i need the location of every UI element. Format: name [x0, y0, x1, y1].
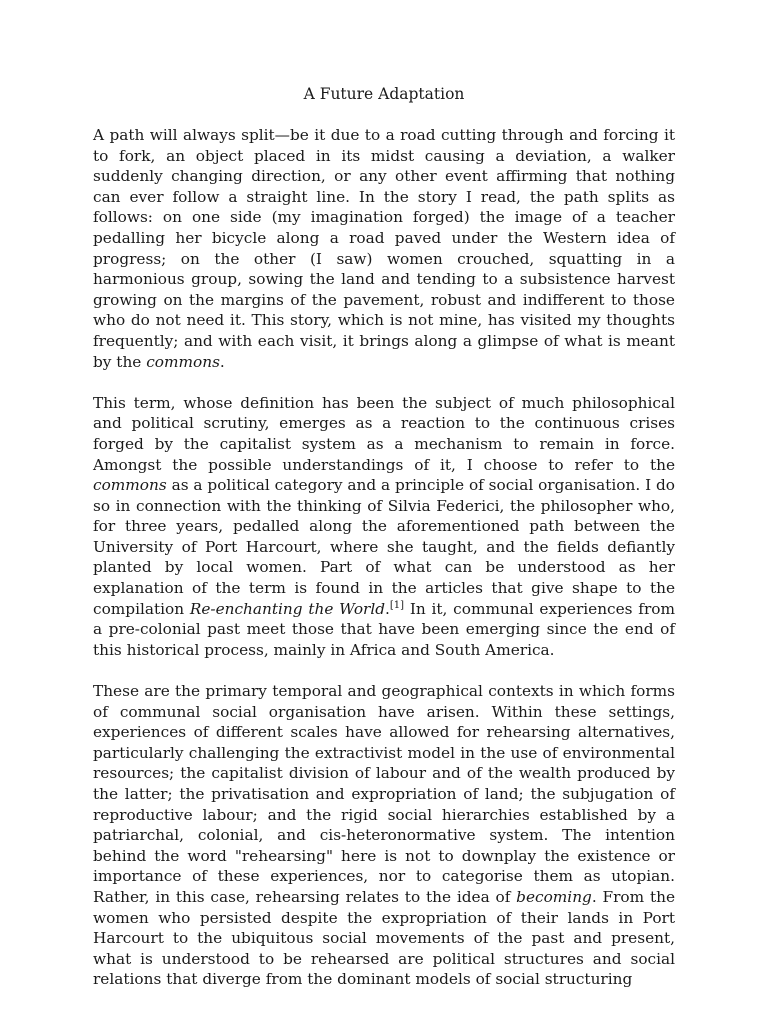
italic-term: commons: [93, 476, 167, 495]
paragraph-text: This term, whose definition has been the subject of much philosophical and political scrutiny, emerges as a reaction to the continuous crises forged by the capitalist system as a mechanism to remain in force. Amongst the possible understandings of it, I choose to refer to the: [93, 393, 675, 474]
paragraph-text: as a political category and a principle of social organisation. I do so in connection with the thinking of Silvia Federici, the philosopher who, for three years, pedalled along the aforementioned path between the University of Port Harcourt, where she taught, and the fields defiantly planted by local women. Part of what can be understood as her explanation of the term is found in the articles that give shape to the compilation: [93, 476, 675, 618]
paragraph-3: [93, 681, 675, 990]
paragraph-text: .: [219, 352, 225, 371]
document-body: [93, 125, 675, 1011]
paragraph-text: A path will always split—be it due to a road cutting through and forcing it to fork, an object placed in its midst causing a deviation, a walker suddenly changing direction, or any other event affirming that nothing can ever follow a straight line. In the story I read, the path splits as follows: on one side (my imagination forged) the image of a teacher pedalling her bicycle along a road paved under the Western idea of progress; on the other (I saw) women crouched, squatting in a harmonious group, sowing the land and tending to a subsistence harvest growing on the margins of the pavement, robust and indifferent to those who do not need it. This story, which is not mine, has visited my thoughts frequently; and with each visit, it brings along a glimpse of what is meant by the: [93, 126, 675, 371]
italic-term: becoming: [516, 887, 592, 906]
paragraph-1: [93, 125, 675, 372]
book-title: Re-enchanting the World: [189, 599, 386, 618]
page-title: A Future Adaptation: [303, 85, 465, 103]
footnote-marker[interactable]: [1]: [389, 599, 405, 611]
paragraph-2: [93, 393, 675, 661]
paragraph-text: .: [385, 599, 390, 618]
italic-term: commons: [146, 352, 220, 371]
paragraph-text: . From the women who persisted despite the expropriation of their lands in Port Harcourt to the ubiquitous social movements of the past and present, what is understood to be rehearsed are political structures and social relations that diverge from the dominant models of social structuring: [93, 887, 676, 989]
paragraph-text: In it, communal experiences from a pre-colonial past meet those that have been emerging since the end of this historical process, mainly in Africa and South America.: [93, 599, 675, 659]
paragraph-text: These are the primary temporal and geographical contexts in which forms of communal social organisation have arisen. Within these settings, experiences of different scales have allowed for rehearsing alternatives, particularly challenging the extractivist model in the use of environmental resources; the capitalist division of labour and of the wealth produced by the latter; the privatisation and expropriation of land; the subjugation of reproductive labour; and the rigid social hierarchies established by a patriarchal, colonial, and cis-heteronormative system. The intention behind the word "rehearsing" here is not to downplay the existence or importance of these experiences, nor to categorise them as utopian. Rather, in this case, rehearsing relates to the idea of: [93, 682, 675, 906]
